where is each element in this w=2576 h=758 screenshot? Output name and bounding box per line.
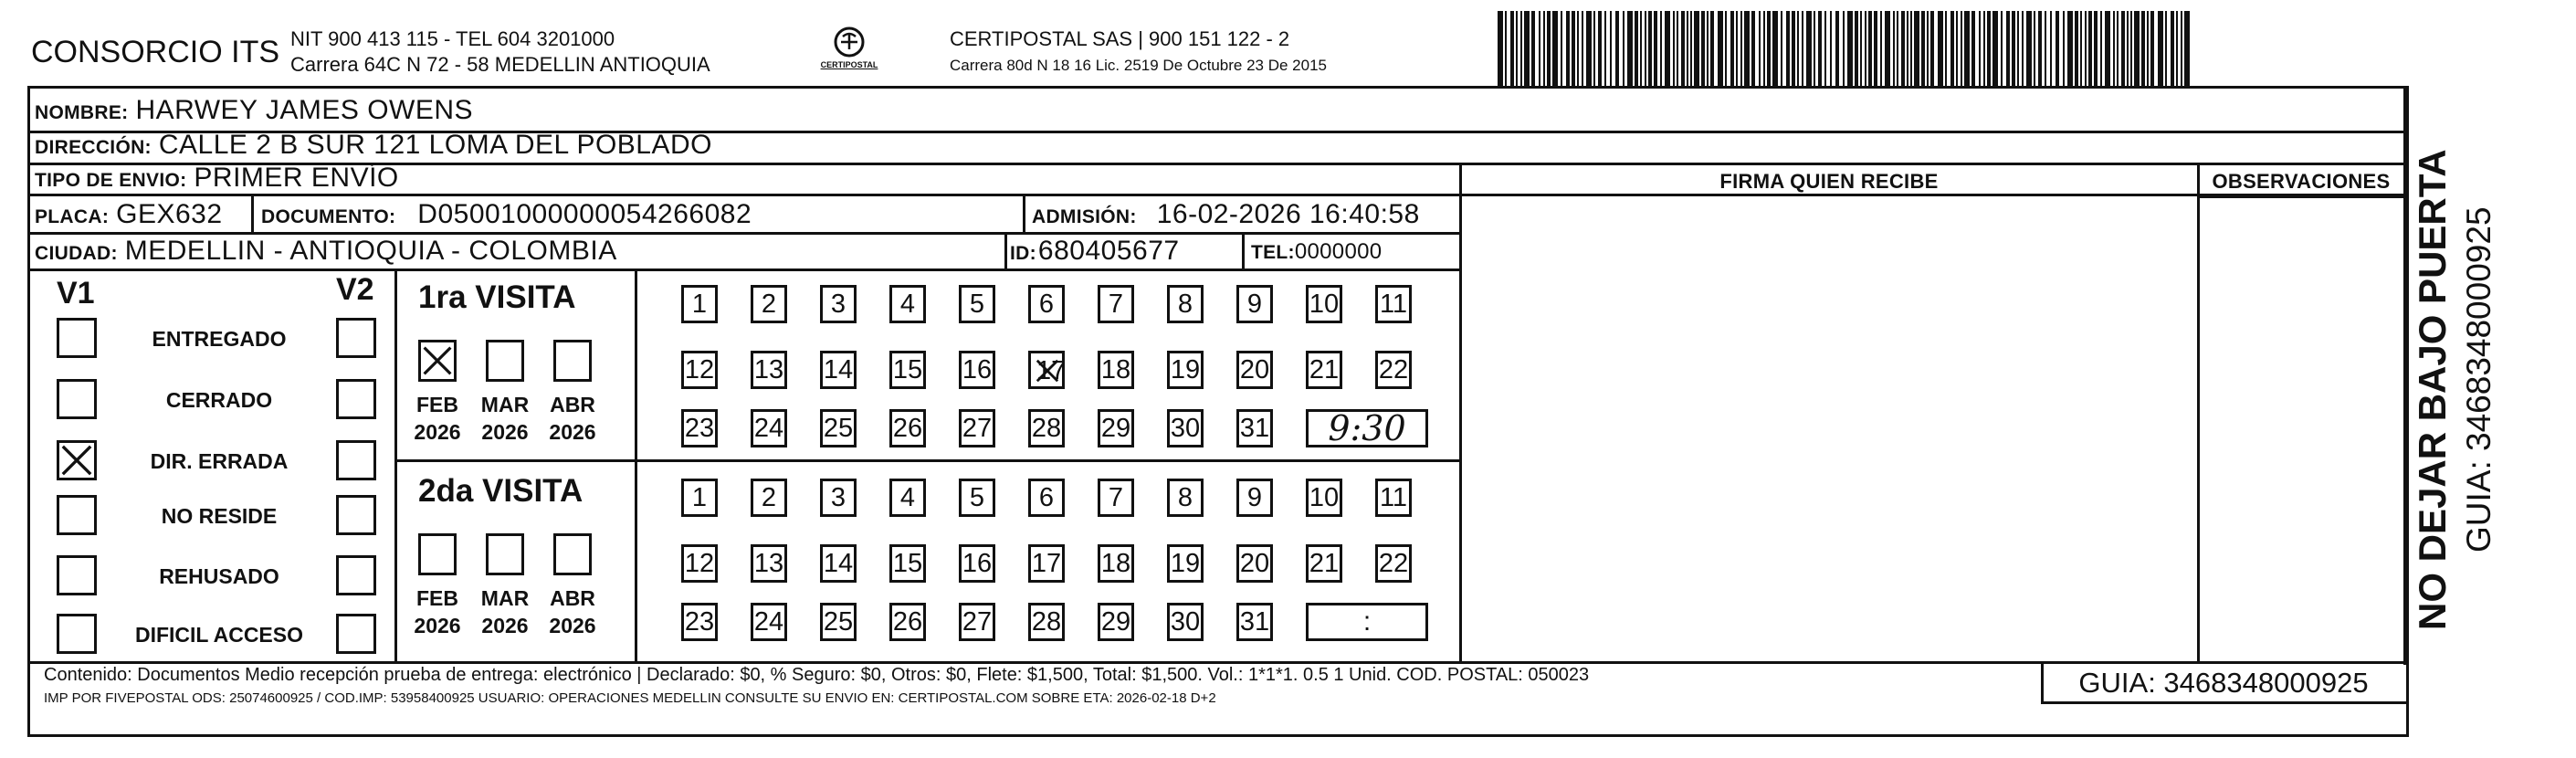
day-box[interactable]: 16: [959, 351, 995, 389]
tel-value: 0000000: [1294, 239, 1383, 264]
day-box[interactable]: 14: [820, 544, 857, 583]
day-box[interactable]: 10: [1306, 285, 1342, 323]
day-box[interactable]: 18: [1098, 544, 1134, 583]
month-checkbox[interactable]: [486, 533, 524, 575]
tipo-envio-value: PRIMER ENVÍO: [194, 163, 399, 193]
day-box[interactable]: 30: [1167, 603, 1204, 641]
day-box[interactable]: 4: [889, 479, 926, 517]
tel-label: TEL:: [1251, 242, 1295, 263]
barcode: [1498, 11, 2201, 86]
day-box[interactable]: 7: [1098, 285, 1134, 323]
ciudad-value: MEDELLIN - ANTIOQUIA - COLOMBIA: [124, 236, 617, 266]
day-box[interactable]: 6: [1028, 479, 1065, 517]
certipostal-line1: CERTIPOSTAL SAS | 900 151 122 - 2: [950, 27, 1290, 50]
v1-checkbox[interactable]: [57, 440, 97, 480]
day-box[interactable]: 20: [1236, 351, 1273, 389]
company-name: CONSORCIO ITS: [31, 35, 280, 69]
day-box[interactable]: 5: [959, 479, 995, 517]
v2-checkbox[interactable]: [336, 614, 376, 654]
v2-checkbox[interactable]: [336, 318, 376, 358]
outcome-label: DIR. ERRADA: [150, 449, 289, 473]
id-value: 680405677: [1037, 236, 1180, 266]
day-box[interactable]: 29: [1098, 603, 1134, 641]
day-box[interactable]: 11: [1375, 479, 1412, 517]
company-address: Carrera 64C N 72 - 58 MEDELLIN ANTIOQUIA: [290, 53, 710, 76]
direccion-value: CALLE 2 B SUR 121 LOMA DEL POBLADO: [158, 130, 712, 160]
day-box[interactable]: 2: [751, 285, 787, 323]
day-box[interactable]: 5: [959, 285, 995, 323]
certipostal-logo-icon: [811, 24, 888, 79]
month-label: ABR 2026: [549, 393, 596, 444]
day-box[interactable]: 6: [1028, 285, 1065, 323]
placa-value: GEX632: [116, 199, 223, 229]
day-box[interactable]: 12: [681, 544, 718, 583]
day-box[interactable]: 9: [1236, 479, 1273, 517]
day-box[interactable]: 28: [1028, 409, 1065, 447]
day-box[interactable]: 24: [751, 409, 787, 447]
month-label: FEB 2026: [414, 586, 461, 637]
day-box[interactable]: 19: [1167, 351, 1204, 389]
day-box[interactable]: 23: [681, 409, 718, 447]
v1-label: V1: [57, 276, 95, 311]
day-box[interactable]: 24: [751, 603, 787, 641]
day-box[interactable]: 18: [1098, 351, 1134, 389]
day-box[interactable]: 1: [681, 479, 718, 517]
firma-header: FIRMA QUIEN RECIBE: [1719, 170, 1939, 193]
v2-checkbox[interactable]: [336, 440, 376, 480]
day-box[interactable]: 26: [889, 409, 926, 447]
day-box[interactable]: 11: [1375, 285, 1412, 323]
v1-checkbox[interactable]: [57, 614, 97, 654]
month-checkbox[interactable]: [418, 340, 457, 382]
outcome-label: REHUSADO: [159, 564, 279, 588]
day-box[interactable]: 31: [1236, 409, 1273, 447]
visit-title: 2da VISITA: [418, 473, 584, 509]
documento-value: D05001000000054266082: [417, 199, 752, 229]
day-box[interactable]: 8: [1167, 285, 1204, 323]
v1-checkbox[interactable]: [57, 379, 97, 419]
v1-checkbox[interactable]: [57, 318, 97, 358]
month-label: ABR 2026: [549, 586, 596, 637]
day-box[interactable]: 13: [751, 544, 787, 583]
day-box[interactable]: 10: [1306, 479, 1342, 517]
v2-checkbox[interactable]: [336, 555, 376, 595]
nombre-value: HARWEY JAMES OWENS: [135, 95, 474, 125]
outcome-label: DIFICIL ACCESO: [134, 623, 303, 647]
day-box[interactable]: 26: [889, 603, 926, 641]
day-box[interactable]: 2: [751, 479, 787, 517]
month-checkbox[interactable]: [486, 340, 524, 382]
day-box[interactable]: 16: [959, 544, 995, 583]
time-box[interactable]: 9:30: [1306, 409, 1428, 447]
month-label: MAR 2026: [480, 393, 530, 444]
day-box[interactable]: 25: [820, 409, 857, 447]
month-label: FEB 2026: [414, 393, 461, 444]
day-box[interactable]: 22: [1375, 544, 1412, 583]
day-box[interactable]: 21: [1306, 351, 1342, 389]
v2-checkbox[interactable]: [336, 495, 376, 535]
v1-checkbox[interactable]: [57, 555, 97, 595]
day-box[interactable]: 17: [1028, 544, 1065, 583]
tipo-envio-label: TIPO DE ENVIO:: [35, 170, 187, 191]
day-box[interactable]: 9: [1236, 285, 1273, 323]
day-box[interactable]: 12: [681, 351, 718, 389]
certipostal-logo: [811, 24, 888, 79]
side-notice: NO DEJAR BAJO PUERTA: [2411, 149, 2454, 630]
outcome-label: ENTREGADO: [152, 327, 287, 351]
day-box[interactable]: 27: [959, 603, 995, 641]
observaciones-header: OBSERVACIONES: [2212, 170, 2391, 193]
day-box[interactable]: 28: [1028, 603, 1065, 641]
side-guia: GUIA: 3468348000925: [2460, 206, 2497, 553]
outcome-label: NO RESIDE: [161, 504, 278, 528]
id-label: ID:: [1010, 243, 1036, 264]
day-box[interactable]: 20: [1236, 544, 1273, 583]
day-box[interactable]: 3: [820, 285, 857, 323]
certipostal-line2: Carrera 80d N 18 16 Lic. 2519 De Octubre 23 De 2015: [950, 57, 1327, 74]
day-box[interactable]: 14: [820, 351, 857, 389]
imp-text: IMP POR FIVEPOSTAL ODS: 25074600925 / COD.IMP: 53958400925 USUARIO: OPERACIONES MEDELLIN CONSULTE SU ENVIO EN: CERTIPOSTAL.COM SOBRE ETA: 2026-02-18 D+2: [44, 690, 1216, 706]
day-box[interactable]: 4: [889, 285, 926, 323]
day-box[interactable]: 31: [1236, 603, 1273, 641]
day-box[interactable]: 8: [1167, 479, 1204, 517]
month-checkbox[interactable]: [553, 533, 592, 575]
visit-title: 1ra VISITA: [418, 279, 576, 315]
documento-label: DOCUMENTO:: [261, 206, 396, 227]
day-box[interactable]: 17: [1028, 351, 1065, 389]
day-box[interactable]: 15: [889, 544, 926, 583]
ciudad-label: CIUDAD:: [35, 243, 118, 264]
day-box[interactable]: 29: [1098, 409, 1134, 447]
placa-label: PLACA:: [35, 206, 110, 227]
contenido-text: Contenido: Documentos Medio recepción prueba de entrega: electrónico | Declarado: $0, % Seguro: $0, Otros: $0, Flete: $1,500, Total: $1,500. Vol.: 1*1*1. 0.5 1 Unid. COD. POSTAL: 050023: [44, 665, 1590, 685]
day-box[interactable]: 15: [889, 351, 926, 389]
outcome-label: CERRADO: [165, 388, 273, 412]
day-box[interactable]: 13: [751, 351, 787, 389]
logo-text: CERTIPOSTAL: [820, 60, 878, 69]
day-box[interactable]: 23: [681, 603, 718, 641]
v1-checkbox[interactable]: [57, 495, 97, 535]
day-box[interactable]: 22: [1375, 351, 1412, 389]
day-box[interactable]: 3: [820, 479, 857, 517]
month-checkbox[interactable]: [418, 533, 457, 575]
day-box[interactable]: 19: [1167, 544, 1204, 583]
day-box[interactable]: 27: [959, 409, 995, 447]
month-label: MAR 2026: [480, 586, 530, 637]
v2-checkbox[interactable]: [336, 379, 376, 419]
admision-label: ADMISIÓN:: [1032, 206, 1137, 227]
v2-label: V2: [336, 272, 374, 307]
nit-line: NIT 900 413 115 - TEL 604 3201000: [290, 27, 615, 50]
day-box[interactable]: 7: [1098, 479, 1134, 517]
day-box[interactable]: 30: [1167, 409, 1204, 447]
month-checkbox[interactable]: [553, 340, 592, 382]
direccion-label: DIRECCIÓN:: [35, 137, 152, 158]
day-box[interactable]: 25: [820, 603, 857, 641]
day-box[interactable]: 21: [1306, 544, 1342, 583]
admision-value: 16-02-2026 16:40:58: [1156, 199, 1420, 229]
day-box[interactable]: 1: [681, 285, 718, 323]
time-box[interactable]: :: [1306, 603, 1428, 641]
nombre-label: NOMBRE:: [35, 102, 129, 123]
guia-box: GUIA: 3468348000925: [2078, 667, 2369, 699]
